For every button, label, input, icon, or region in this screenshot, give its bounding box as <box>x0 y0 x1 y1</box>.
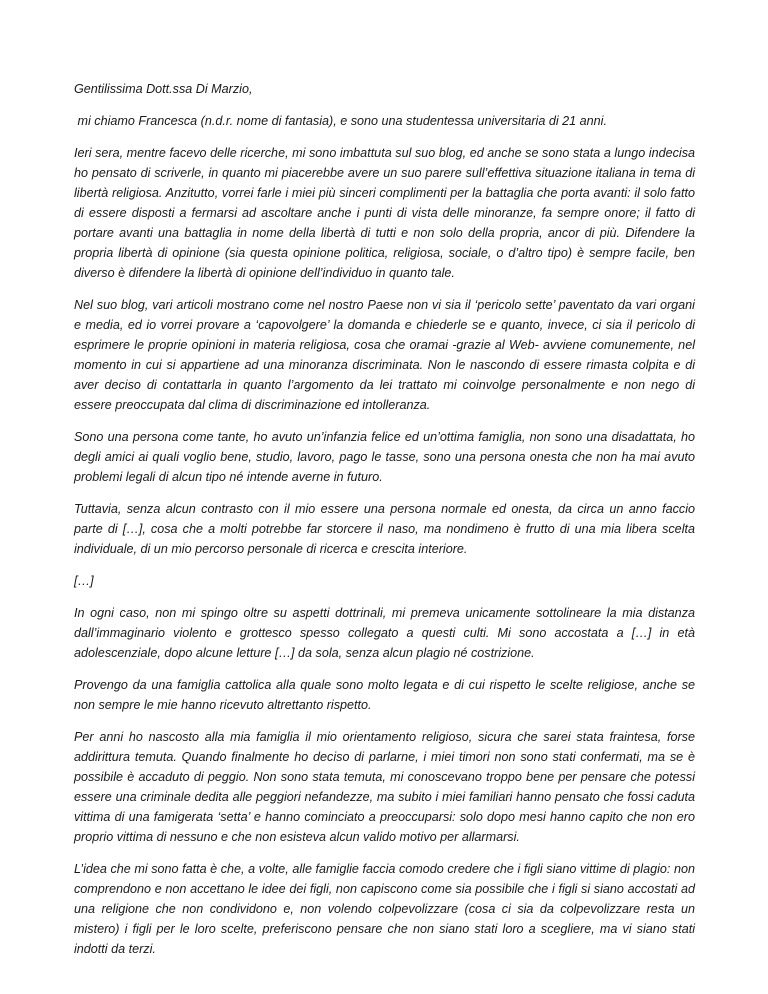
letter-paragraph: L’idea che mi sono fatta è che, a volte, alle famiglie faccia comodo credere che i figli siano vittime di plagio: non comprendono e non accettano le idee dei figli, non capiscono come sia possibile che i figli si siano accostati ad una religione che non condividono e, non volendo colpevolizzare (cosa ci sia da colpevolizzare resta un mistero) i figli per le loro scelte, preferiscono pensare che non siano stati loro a scegliere, ma vi siano stati indotti da terzi. <box>74 862 695 956</box>
letter-paragraph: […] <box>74 574 94 588</box>
letter-paragraph: Provengo da una famiglia cattolica alla quale sono molto legata e di cui rispetto le scelte religiose, anche se non sempre le mie hanno ricevuto altrettanto rispetto. <box>74 678 695 712</box>
letter-paragraph: In ogni caso, non mi spingo oltre su aspetti dottrinali, mi premeva unicamente sottolineare la mia distanza dall’immaginario violento e grottesco spesso collegato a questi culti. Mi sono accostata a […] in età adolescenziale, dopo alcune letture […] da sola, senza alcun plagio né costrizione. <box>74 606 695 660</box>
letter-paragraph: Ieri sera, mentre facevo delle ricerche, mi sono imbattuta sul suo blog, ed anche se sono stata a lungo indecisa ho pensato di scriverle, in quanto mi piacerebbe avere un suo parere sull’effettiva situazione italiana in tema di libertà religiosa. Anzitutto, vorrei farle i miei più sinceri complimenti per la battaglia che porta avanti: il solo fatto di essere disposti a fermarsi ad ascoltare anche i punti di vista delle minoranze, fa sempre onore; il fatto di portare avanti una battaglia in nome della libertà di tutti e non solo della propria, ancor di più. Difendere la propria libertà di opinione (sia questa opinione politica, religiosa, sociale, o d’altro tipo) è sempre facile, ben diverso è difendere la libertà di opinione dell’individuo in quanto tale. <box>74 146 695 280</box>
letter-paragraph: Nel suo blog, vari articoli mostrano come nel nostro Paese non vi sia il ‘pericolo sette’ paventato da vari organi e media, ed io vorrei provare a ‘capovolgere’ la domanda e chiederle se e quanto, invece, ci sia il pericolo di esprimere le proprie opinioni in materia religiosa, cosa che oramai -grazie al Web- avviene comunemente, nel momento in cui si appartiene ad una minoranza discriminata. Non le nascondo di essere rimasta colpita e di aver deciso di contattarla in quanto l’argomento da lei trattato mi coinvolge personalmente e non nego di essere preoccupata dal clima di discriminazione ed intolleranza. <box>74 298 695 412</box>
letter-paragraph: mi chiamo Francesca (n.d.r. nome di fantasia), e sono una studentessa universitaria di 21 anni. <box>74 114 607 128</box>
letter-paragraph: Per anni ho nascosto alla mia famiglia il mio orientamento religioso, sicura che sarei stata fraintesa, forse addirittura temuta. Quando finalmente ho deciso di parlarne, i miei timori non sono stati confermati, ma se è possibile è accaduto di peggio. Non sono stata temuta, mi conoscevano troppo bene per pensare che potessi essere una criminale dedita alle peggiori nefandezze, ma subito i miei familiari hanno pensato che fossi caduta vittima di una famigerata ‘setta’ e hanno cominciato a preoccuparsi: solo dopo mesi hanno capito che non ero proprio vittima di nessuno e che non esisteva alcun valido motivo per allarmarsi. <box>74 730 695 844</box>
letter-body <box>74 79 695 971</box>
letter-salutation: Gentilissima Dott.ssa Di Marzio, <box>74 82 253 96</box>
letter-paragraph: Sono una persona come tante, ho avuto un’infanzia felice ed un’ottima famiglia, non sono una disadattata, ho degli amici ai quali voglio bene, studio, lavoro, pago le tasse, sono una persona onesta che non ha mai avuto problemi legali di alcun tipo né intende averne in futuro. <box>74 430 695 484</box>
letter-paragraph: Tuttavia, senza alcun contrasto con il mio essere una persona normale ed onesta, da circa un anno faccio parte di […], cosa che a molti potrebbe far storcere il naso, ma nondimeno è frutto di una mia libera scelta individuale, di un mio percorso personale di ricerca e crescita interiore. <box>74 502 695 556</box>
